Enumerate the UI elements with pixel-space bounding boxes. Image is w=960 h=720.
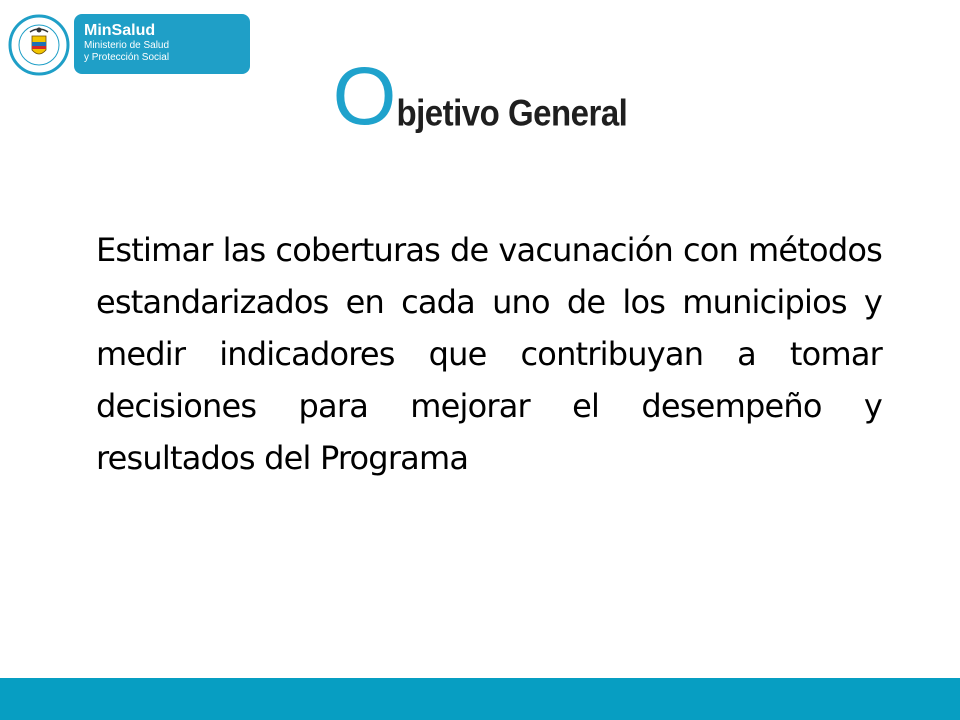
logo-line-2: y Protección Social [84,52,170,63]
footer-bar [0,678,960,720]
title-initial: O [332,51,397,142]
logo-line-1: Ministerio de Salud [84,40,170,51]
objective-body-text: Estimar las coberturas de vacunación con métodos estandarizados en cada uno de los municipios y medir indicadores que contribuyan a tomar decisiones para mejorar el desempeño y resultados del Programa [96,231,882,477]
logo-brand: MinSalud [84,22,156,39]
slide-title [0,51,960,142]
title-rest: bjetivo General [396,91,628,134]
